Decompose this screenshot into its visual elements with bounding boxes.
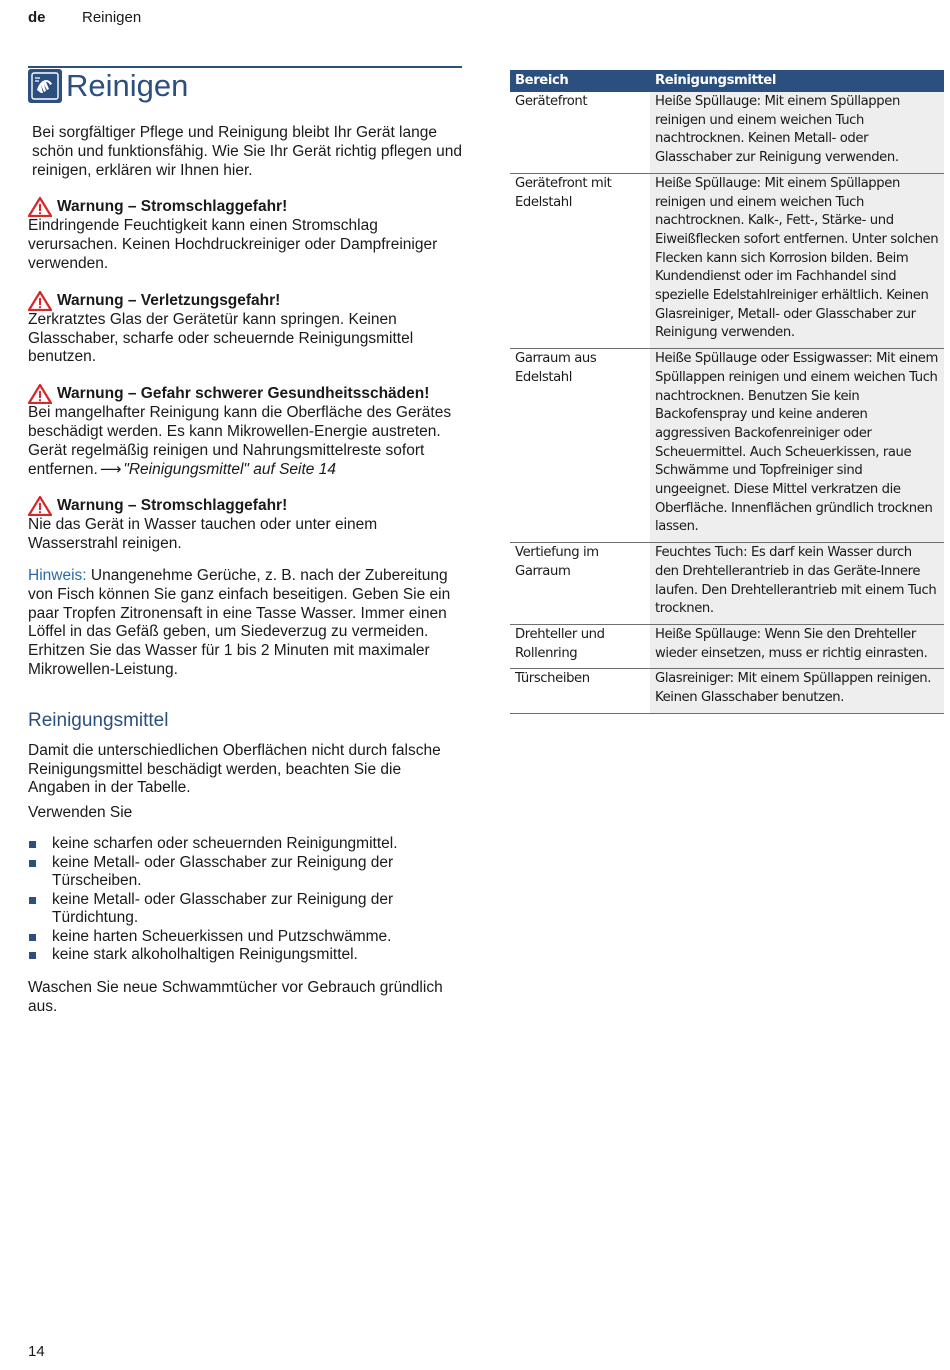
table-row	[510, 543, 944, 625]
table-row	[510, 624, 944, 668]
table-cell-agent: Heiße Spüllauge: Wenn Sie den Drehteller wieder einsetzen, muss er richtig einrasten.	[650, 624, 944, 668]
list-item-text: keine scharfen oder scheuernden Reinigungmittel.	[52, 834, 398, 852]
use-label: Verwenden Sie	[28, 804, 133, 822]
list-item	[28, 891, 462, 928]
warning-text: Zerkratztes Glas der Gerätetür kann springen. Keinen Glasschaber, scharfe oder scheuernde Reinigungsmittel benutzen.	[28, 310, 414, 366]
hint-text	[28, 567, 462, 680]
hint-body: Unangenehme Gerüche, z. B. nach der Zubereitung von Fisch können Sie ganz einfach beseitigen. Geben Sie ein paar Tropfen Zitronensaft in eine Tasse Wasser. Immer einen Löffel in das Gefäß geben, um Siedeverzug zu vermeiden. Erhitzen Sie das Wasser für 1 bis 2 Minuten mit maximaler Mikrowellen-Leistung.	[28, 566, 451, 678]
list-item	[28, 854, 462, 891]
list-item-text: keine harten Scheuerkissen und Putzschwämme.	[52, 927, 392, 945]
column-header-agent: Reinigungsmittel	[650, 70, 944, 92]
table-cell-agent: Heiße Spüllauge: Mit einem Spüllappen reinigen und einem weichen Tuch nachtrocknen. Kalk-, Fett-, Stärke- und Eiweißflecken sofort entfernen. Unter solchen Flecken kann sich Korrosion bilden. Beim Kundendienst oder im Fachhandel sind spezielle Edelstahlreiniger erhältlich. Keinen Glasreiniger, Metall- oder Glasschaber zur Reinigung verwenden.	[650, 173, 944, 348]
warning-text: Nie das Gerät in Wasser tauchen oder unter einem Wasserstrahl reinigen.	[28, 516, 378, 553]
list-item	[28, 835, 462, 854]
page-reference-link[interactable]: "Reinigungsmittel" auf Seite 14	[123, 460, 336, 478]
intro-text: Bei sorgfältiger Pflege und Reinigung bleibt Ihr Gerät lange schön und funktionsfähig. Wie Sie Ihr Gerät richtig pflegen und reinigen, erklären wir Ihnen hier.	[32, 124, 462, 179]
table-cell-area: Gerätefront mit Edelstahl	[510, 173, 650, 348]
table-cell-area: Garraum aus Edelstahl	[510, 349, 650, 543]
table-cell-agent: Glasreiniger: Mit einem Spüllappen reinigen. Keinen Glasschaber benutzen.	[650, 669, 944, 713]
header-language: de	[28, 9, 46, 26]
list-item	[28, 928, 462, 947]
warning-text	[28, 404, 462, 479]
warning-block	[28, 291, 462, 367]
bullet-square-icon	[29, 897, 36, 904]
bullet-square-icon	[29, 934, 36, 941]
warning-title: Warnung – Stromschlaggefahr!	[57, 497, 288, 515]
warning-body: Bei mangelhafter Reinigung kann die Oberfläche des Gerätes beschädigt werden. Es kann Mikrowellen-Energie austreten. Gerät regelmäßig reinigen und Nahrungsmittelreste sofort entfernen.	[28, 404, 452, 478]
list-item	[28, 946, 462, 965]
table-header-row	[510, 70, 944, 92]
warning-triangle-icon	[28, 384, 52, 404]
header-section: Reinigen	[82, 9, 142, 26]
table-row	[510, 92, 944, 173]
title-row	[28, 66, 462, 108]
warning-triangle-icon	[28, 197, 52, 217]
warning-block	[28, 496, 462, 554]
bullet-square-icon	[29, 860, 36, 867]
page-title: Reinigen	[66, 68, 189, 103]
warning-triangle-icon	[28, 291, 52, 311]
cleaning-outro: Waschen Sie neue Schwammtücher vor Gebrauch gründlich aus.	[28, 979, 443, 1015]
hint-label: Hinweis:	[28, 566, 87, 584]
bullet-list	[28, 835, 462, 965]
list-item-text: keine Metall- oder Glasschaber zur Reinigung der Türdichtung.	[52, 890, 394, 927]
left-column	[28, 66, 462, 1017]
table-cell-agent: Heiße Spüllauge oder Essigwasser: Mit einem Spüllappen reinigen und einem weichen Tuch nachtrocknen. Benutzen Sie kein Backofenspray und keine anderen aggressiven Backofenreiniger oder Scheuermittel. Auch Scheuerkissen, raue Schwämme und Topfreiniger sind ungeeignet. Diese Mittel verkratzen die Oberfläche. Innenflächen gründlich trocknen lassen.	[650, 349, 944, 543]
table-row	[510, 349, 944, 543]
warning-title: Warnung – Gefahr schwerer Gesundheitsschäden!	[57, 385, 430, 403]
warning-text: Eindringende Feuchtigkeit kann einen Stromschlag verursachen. Keinen Hochdruckreiniger oder Dampfreiniger verwenden.	[28, 217, 438, 272]
warning-title: Warnung – Stromschlaggefahr!	[57, 198, 288, 216]
table-cell-agent: Feuchtes Tuch: Es darf kein Wasser durch den Drehtellerantrieb in das Geräte-Innere laufen. Den Drehtellerantrieb mit einem Tuch trocknen.	[650, 543, 944, 625]
cleaning-hand-icon	[28, 69, 62, 103]
column-header-area: Bereich	[510, 70, 650, 92]
page-number: 14	[28, 1343, 45, 1360]
table-row	[510, 173, 944, 348]
list-item-text: keine Metall- oder Glasschaber zur Reinigung der Türscheiben.	[52, 853, 394, 890]
cleaning-intro: Damit die unterschiedlichen Oberflächen nicht durch falsche Reinigungsmittel beschädigt werden, beachten Sie die Angaben in der Tabelle.	[28, 741, 441, 797]
warning-title: Warnung – Verletzungsgefahr!	[57, 291, 281, 309]
table-cell-area: Türscheiben	[510, 669, 650, 713]
arrow-right-icon: ⟶	[99, 460, 122, 478]
bullet-square-icon	[29, 841, 36, 848]
cleaning-table	[510, 70, 944, 714]
table-cell-area: Gerätefront	[510, 92, 650, 173]
table-row	[510, 669, 944, 713]
list-item-text: keine stark alkoholhaltigen Reinigungsmittel.	[52, 946, 358, 964]
section-title: Reinigungsmittel	[28, 709, 169, 731]
warning-triangle-icon	[28, 496, 52, 516]
bullet-square-icon	[29, 952, 36, 959]
warning-block	[28, 197, 462, 273]
table-cell-area: Drehteller und Rollenring	[510, 624, 650, 668]
table-cell-area: Vertiefung im Garraum	[510, 543, 650, 625]
warning-block	[28, 384, 462, 479]
table-cell-agent: Heiße Spüllauge: Mit einem Spüllappen reinigen und einem weichen Tuch nachtrocknen. Keinen Metall- oder Glasschaber zur Reinigung verwenden.	[650, 92, 944, 173]
